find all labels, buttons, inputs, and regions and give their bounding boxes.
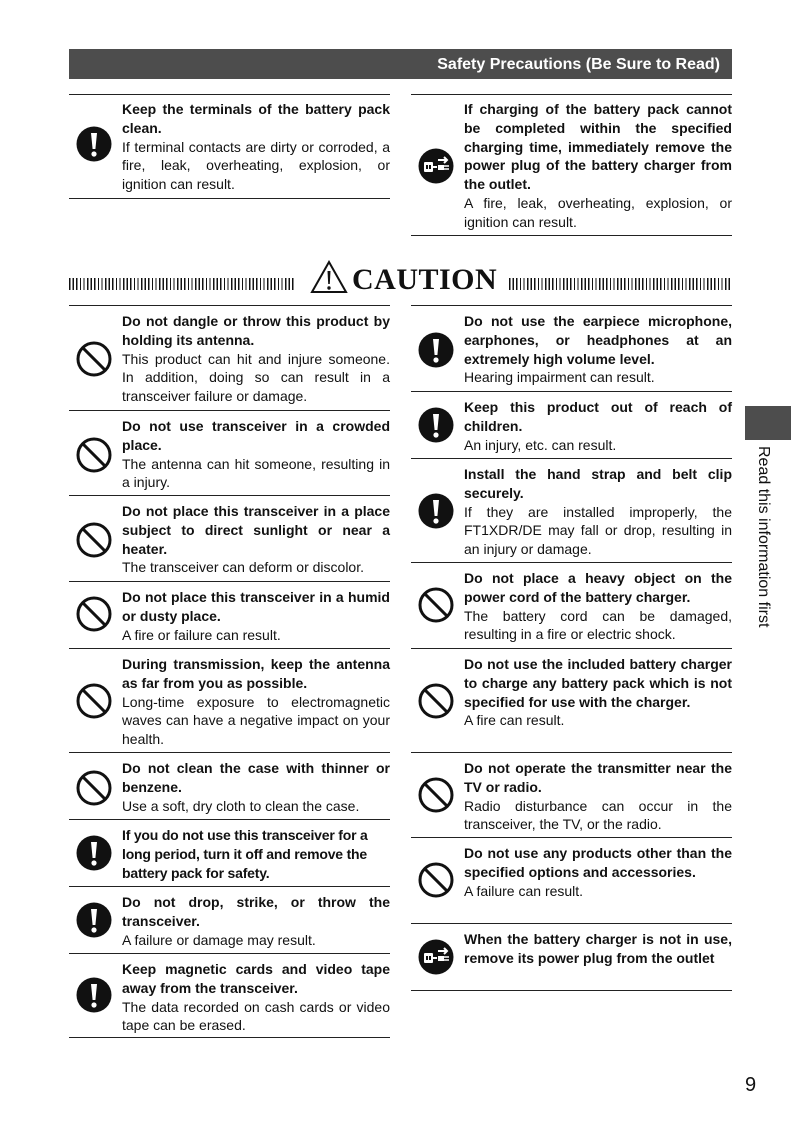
page-number: 9	[745, 1074, 757, 1096]
prohibition-icon	[76, 437, 112, 473]
warning-item	[411, 94, 732, 236]
exclamation-icon	[76, 126, 112, 162]
prohibition-icon	[418, 862, 454, 898]
item-heading: Do not place this transceiver in a place subject to direct sunlight or near a heater.	[122, 503, 390, 557]
item-body: A failure or damage may result.	[122, 931, 316, 948]
item-heading: If charging of the battery pack cannot be completed within the specified charging time, immediately remove the power plug of the battery charger from the outlet.	[464, 101, 732, 193]
prohibition-icon	[418, 587, 454, 623]
side-tab-label: Read this information first	[755, 446, 772, 628]
prohibition-icon	[76, 341, 112, 377]
item-body: A fire can result.	[464, 712, 565, 729]
item-heading: Do not use any products other than the specified options and accessories.	[464, 845, 732, 880]
item-body: A fire or failure can result.	[122, 626, 281, 643]
unplug-icon	[418, 148, 454, 184]
item-heading: When the battery charger is not in use, remove its power plug from the outlet	[464, 931, 732, 966]
item-body: A fire, leak, overheating, explosion, or ignition can result.	[464, 194, 732, 230]
side-tab	[745, 406, 791, 440]
item-heading: Do not use transceiver in a crowded place.	[122, 418, 390, 453]
item-heading: Keep the terminals of the battery pack clean.	[122, 101, 390, 136]
prohibition-icon	[76, 596, 112, 632]
exclamation-icon	[418, 407, 454, 443]
section-header	[69, 49, 732, 79]
item-body: Hearing impairment can result.	[464, 369, 655, 386]
unplug-icon	[418, 939, 454, 975]
section-title: Safety Precautions (Be Sure to Read)	[437, 56, 720, 73]
item-body: The transceiver can deform or discolor.	[122, 559, 364, 576]
item-body: If they are installed improperly, the FT1XDR/DE may fall or drop, resulting in an injury or damage.	[464, 503, 732, 558]
item-heading: Do not use the included battery charger to charge any battery pack which is not specified for use with the charger.	[464, 656, 732, 710]
warning-triangle-icon	[310, 260, 348, 294]
item-heading: Do not operate the transmitter near the TV or radio.	[464, 760, 732, 795]
item-heading: Do not dangle or throw this product by holding its antenna.	[122, 313, 390, 348]
item-heading: Do not place a heavy object on the power cord of the battery charger.	[464, 570, 732, 605]
caution-divider	[69, 262, 732, 302]
exclamation-icon	[418, 332, 454, 368]
item-body: Use a soft, dry cloth to clean the case.	[122, 797, 360, 814]
item-body: The battery cord can be damaged, resulting in a fire or electric shock.	[464, 607, 732, 643]
item-heading: Do not place this transceiver in a humid or dusty place.	[122, 589, 390, 624]
exclamation-icon	[76, 977, 112, 1013]
warning-item	[69, 94, 390, 200]
exclamation-icon	[418, 493, 454, 529]
item-heading: Keep this product out of reach of children.	[464, 399, 732, 434]
item-body: Long-time exposure to electromagnetic waves can have a negative impact on your health.	[122, 693, 390, 748]
item-body: This product can hit and injure someone. In addition, doing so can result in a transceiver failure or damage.	[122, 350, 390, 405]
item-body: Radio disturbance can occur in the transceiver, the TV, or the radio.	[464, 797, 732, 833]
item-heading: Do not drop, strike, or throw the transceiver.	[122, 894, 390, 929]
item-heading: Keep magnetic cards and video tape away from the transceiver.	[122, 961, 390, 996]
prohibition-icon	[418, 683, 454, 719]
prohibition-icon	[76, 770, 112, 806]
item-body: The antenna can hit someone, resulting in a injury.	[122, 455, 390, 491]
caution-label: CAUTION	[352, 263, 498, 296]
item-heading: Do not clean the case with thinner or benzene.	[122, 760, 390, 795]
item-body: An injury, etc. can result.	[464, 436, 617, 453]
exclamation-icon	[76, 902, 112, 938]
prohibition-icon	[76, 522, 112, 558]
exclamation-icon	[76, 835, 112, 871]
item-heading: If you do not use this transceiver for a long period, turn it off and remove the battery pack for safety.	[122, 827, 368, 881]
item-heading: During transmission, keep the antenna as far from you as possible.	[122, 656, 390, 691]
prohibition-icon	[418, 777, 454, 813]
item-body: A failure can result.	[464, 882, 584, 899]
prohibition-icon	[76, 683, 112, 719]
item-body: If terminal contacts are dirty or corroded, a fire, leak, overheating, explosion, or ignition can result.	[122, 138, 390, 193]
item-body: The data recorded on cash cards or video tape can be erased.	[122, 998, 390, 1034]
item-heading: Do not use the earpiece microphone, earphones, or headphones at an extremely high volume level.	[464, 313, 732, 367]
item-heading: Install the hand strap and belt clip securely.	[464, 466, 732, 501]
